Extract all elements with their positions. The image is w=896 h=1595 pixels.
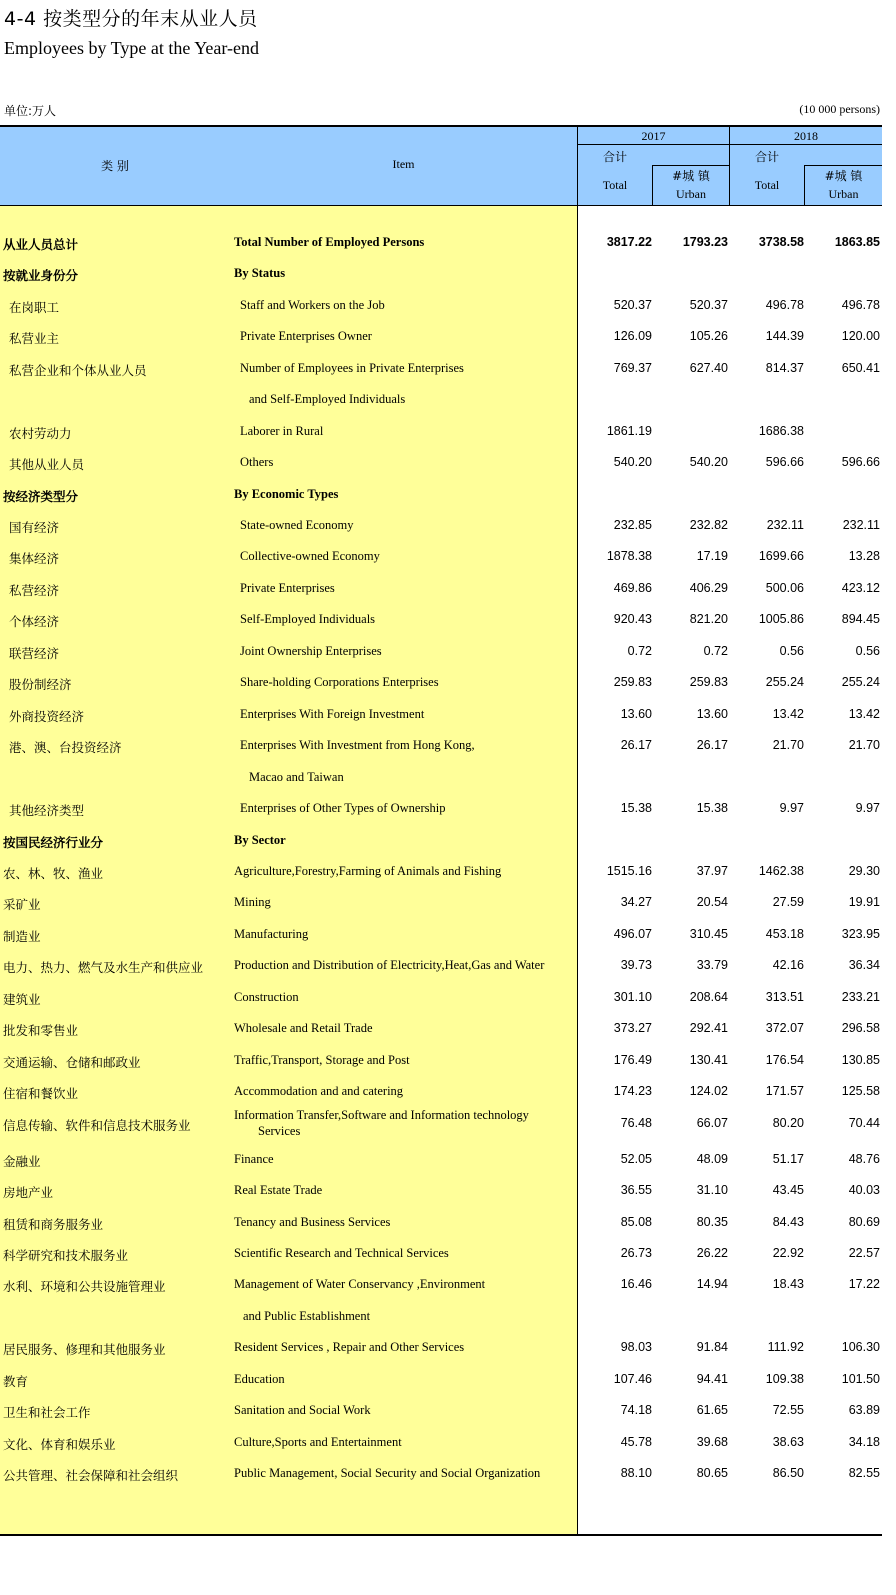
row-value-2018-total: 51.17 (772, 1152, 804, 1166)
table-row-continuation (0, 392, 882, 410)
row-category-cn: 文化、体育和娱乐业 (3, 1437, 116, 1452)
row-item-en: Public Management, Social Security and Social Organization (234, 1466, 541, 1480)
row-item-en: Private Enterprises (240, 581, 335, 595)
header-urban-cn-2018: #城 镇 (824, 169, 863, 183)
header-urban-top-2018 (804, 165, 882, 166)
row-value-2017-urban: 124.02 (689, 1084, 728, 1098)
row-value-2018-urban: 82.55 (848, 1466, 880, 1480)
row-value-2018-urban: 40.03 (848, 1183, 880, 1197)
row-item-en: Laborer in Rural (240, 424, 324, 438)
row-item-en-line2: Services (258, 1124, 301, 1138)
row-value-2018-total: 9.97 (779, 801, 804, 815)
row-item-en: Agriculture,Forestry,Farming of Animals and Fishing (234, 864, 502, 878)
row-value-2018-total: 596.66 (765, 455, 804, 469)
row-value-2017-total: 520.37 (613, 298, 652, 312)
row-value-2017-urban: 80.65 (696, 1466, 728, 1480)
row-category-cn: 其他从业人员 (9, 457, 85, 472)
row-category-cn: 个体经济 (9, 614, 60, 629)
row-value-2017-urban: 61.65 (696, 1403, 728, 1417)
row-item-en: Manufacturing (234, 927, 309, 941)
employees-table (0, 125, 882, 1536)
row-value-2018-total: 72.55 (772, 1403, 804, 1417)
row-value-2018-total: 43.45 (772, 1183, 804, 1197)
row-value-2017-urban: 208.64 (689, 990, 728, 1004)
row-value-2018-total: 80.20 (772, 1116, 804, 1130)
row-value-2017-total: 52.05 (620, 1152, 652, 1166)
row-value-2018-urban: 29.30 (848, 864, 880, 878)
row-value-2018-total: 500.06 (765, 581, 804, 595)
table-row (0, 1246, 882, 1264)
row-value-2017-total: 174.23 (613, 1084, 652, 1098)
row-value-2017-urban: 39.68 (696, 1435, 728, 1449)
table-row (0, 833, 882, 851)
row-category-cn: 外商投资经济 (9, 709, 85, 724)
row-item-en: Enterprises With Foreign Investment (240, 707, 425, 721)
row-item-en: Traffic,Transport, Storage and Post (234, 1053, 410, 1067)
row-item-en: Production and Distribution of Electricity,Heat,Gas and Water (234, 958, 545, 972)
row-value-2017-total: 259.83 (613, 675, 652, 689)
row-item-en: Private Enterprises Owner (240, 329, 372, 343)
row-value-2018-total: 453.18 (765, 927, 804, 941)
table-row (0, 298, 882, 316)
row-value-2018-total: 3738.58 (758, 235, 804, 249)
table-row (0, 738, 882, 756)
row-value-2018-total: 1005.86 (758, 612, 804, 626)
page-title-cn: 4-4 按类型分的年末从业人员 (4, 8, 258, 30)
table-row (0, 612, 882, 630)
row-value-2017-total: 769.37 (613, 361, 652, 375)
row-value-2018-total: 0.56 (779, 644, 804, 658)
row-value-2017-total: 36.55 (620, 1183, 652, 1197)
row-value-2018-total: 255.24 (765, 675, 804, 689)
row-item-en: Mining (234, 895, 271, 909)
row-item-en: Wholesale and Retail Trade (234, 1021, 373, 1035)
page-title-en: Employees by Type at the Year-end (4, 38, 259, 58)
row-item-en: Macao and Taiwan (249, 770, 344, 784)
table-row (0, 707, 882, 725)
table-row-continuation (0, 1309, 882, 1327)
row-value-2017-total: 1878.38 (606, 549, 652, 563)
row-item-en: Collective-owned Economy (240, 549, 380, 563)
header-urban-en-2018: Urban (828, 187, 859, 201)
table-row (0, 1108, 882, 1138)
table-row (0, 424, 882, 442)
row-value-2018-total: 144.39 (765, 329, 804, 343)
row-value-2018-urban: 80.69 (848, 1215, 880, 1229)
table-row (0, 864, 882, 882)
row-value-2017-urban: 15.38 (696, 801, 728, 815)
row-category-cn: 股份制经济 (9, 677, 72, 692)
row-value-2018-urban: 48.76 (848, 1152, 880, 1166)
row-category-cn: 电力、热力、燃气及水生产和供应业 (3, 960, 204, 975)
row-value-2017-total: 920.43 (613, 612, 652, 626)
row-item-en: Self-Employed Individuals (240, 612, 376, 626)
row-category-cn: 农、林、牧、渔业 (3, 866, 104, 881)
row-item-en: and Self-Employed Individuals (249, 392, 406, 406)
header-item: Item (392, 157, 415, 171)
table-row (0, 801, 882, 819)
row-value-2017-urban: 627.40 (689, 361, 728, 375)
row-item-en: Education (234, 1372, 285, 1386)
row-value-2018-total: 171.57 (765, 1084, 804, 1098)
row-item-en: Management of Water Conservancy ,Environment (234, 1277, 486, 1291)
table-row (0, 1340, 882, 1358)
row-category-cn: 住宿和餐饮业 (3, 1086, 79, 1101)
row-value-2017-total: 496.07 (613, 927, 652, 941)
header-urban-en-2017: Urban (676, 187, 706, 201)
table-row (0, 675, 882, 693)
row-item-en: Accommodation and and catering (234, 1084, 404, 1098)
row-value-2018-total: 21.70 (772, 738, 804, 752)
table-top-border (0, 125, 882, 127)
row-category-cn: 信息传输、软件和信息技术服务业 (3, 1118, 191, 1133)
table-row (0, 581, 882, 599)
table-row (0, 1084, 882, 1102)
row-value-2018-total: 42.16 (772, 958, 804, 972)
table-row (0, 1435, 882, 1453)
row-value-2018-urban: 296.58 (841, 1021, 880, 1035)
row-category-cn: 其他经济类型 (9, 803, 85, 818)
row-category-cn: 集体经济 (9, 551, 60, 566)
table-row (0, 895, 882, 913)
row-item-en: Culture,Sports and Entertainment (234, 1435, 402, 1449)
table-row (0, 1152, 882, 1170)
row-item-en: and Public Establishment (243, 1309, 371, 1323)
row-value-2017-urban: 80.35 (696, 1215, 728, 1229)
row-item-en: Information Transfer,Software and Information technology (234, 1108, 529, 1122)
row-category-cn: 私营业主 (9, 331, 60, 346)
header-total-cn-2017: 合计 (602, 150, 627, 164)
row-value-2018-urban: 596.66 (841, 455, 880, 469)
row-value-2018-urban: 496.78 (841, 298, 880, 312)
row-category-cn: 按就业身份分 (3, 268, 79, 283)
row-value-2017-urban: 13.60 (696, 707, 728, 721)
row-value-2018-urban: 13.28 (848, 549, 880, 563)
row-value-2017-total: 373.27 (613, 1021, 652, 1035)
row-value-2017-total: 88.10 (620, 1466, 652, 1480)
row-value-2018-urban: 21.70 (848, 738, 880, 752)
row-value-2017-total: 232.85 (613, 518, 652, 532)
table-row (0, 1053, 882, 1071)
row-value-2018-total: 13.42 (772, 707, 804, 721)
table-row (0, 518, 882, 536)
row-item-en: By Economic Types (234, 487, 339, 501)
row-value-2017-total: 85.08 (620, 1215, 652, 1229)
row-value-2017-urban: 31.10 (696, 1183, 728, 1197)
row-item-en: Enterprises of Other Types of Ownership (240, 801, 446, 815)
row-value-2018-urban: 106.30 (841, 1340, 880, 1354)
row-value-2018-total: 109.38 (765, 1372, 804, 1386)
header-year-2017: 2017 (641, 129, 666, 143)
row-value-2017-urban: 105.26 (689, 329, 728, 343)
table-row (0, 235, 882, 253)
row-value-2018-total: 22.92 (772, 1246, 804, 1260)
row-category-cn: 科学研究和技术服务业 (3, 1248, 129, 1263)
table-row (0, 1277, 882, 1295)
row-item-en: Enterprises With Investment from Hong Kong, (240, 738, 475, 752)
unit-label-en: (10 000 persons) (799, 102, 880, 116)
row-value-2017-total: 126.09 (613, 329, 652, 343)
row-category-cn: 私营企业和个体从业人员 (9, 363, 147, 378)
row-value-2018-total: 84.43 (772, 1215, 804, 1229)
row-category-cn: 建筑业 (3, 992, 41, 1007)
table-row (0, 487, 882, 505)
row-value-2018-total: 18.43 (772, 1277, 804, 1291)
row-value-2018-urban: 125.58 (841, 1084, 880, 1098)
header-total-en-2018: Total (754, 178, 780, 192)
table-row (0, 958, 882, 976)
row-value-2017-urban: 310.45 (689, 927, 728, 941)
row-value-2017-total: 301.10 (613, 990, 652, 1004)
row-value-2018-urban: 9.97 (855, 801, 880, 815)
row-value-2018-urban: 423.12 (841, 581, 880, 595)
row-item-en: Resident Services , Repair and Other Services (234, 1340, 465, 1354)
header-total-cn-2018: 合计 (754, 150, 779, 164)
header-bottom-line (0, 205, 882, 206)
row-value-2018-urban: 13.42 (848, 707, 880, 721)
row-category-cn: 金融业 (3, 1154, 41, 1169)
row-value-2017-urban: 14.94 (696, 1277, 728, 1291)
row-category-cn: 居民服务、修理和其他服务业 (3, 1342, 166, 1357)
row-value-2017-urban: 821.20 (689, 612, 728, 626)
table-row (0, 644, 882, 662)
row-value-2017-total: 1515.16 (606, 864, 652, 878)
row-value-2017-total: 0.72 (627, 644, 652, 658)
row-item-en: Staff and Workers on the Job (240, 298, 385, 312)
row-category-cn: 从业人员总计 (3, 237, 79, 252)
table-row (0, 1466, 882, 1484)
row-category-cn: 私营经济 (9, 583, 60, 598)
header-total-en-2017: Total (602, 178, 628, 192)
row-value-2017-urban: 232.82 (689, 518, 728, 532)
row-category-cn: 港、澳、台投资经济 (9, 740, 122, 755)
row-value-2018-urban: 130.85 (841, 1053, 880, 1067)
row-value-2018-urban: 17.22 (848, 1277, 880, 1291)
row-value-2018-urban: 22.57 (848, 1246, 880, 1260)
row-item-en: Total Number of Employed Persons (234, 235, 425, 249)
row-item-en: Others (240, 455, 274, 469)
row-value-2017-urban: 292.41 (689, 1021, 728, 1035)
row-value-2018-urban: 70.44 (848, 1116, 880, 1130)
row-value-2018-urban: 650.41 (841, 361, 880, 375)
table-row (0, 549, 882, 567)
row-category-cn: 制造业 (3, 929, 41, 944)
row-value-2017-urban: 406.29 (689, 581, 728, 595)
row-value-2017-urban: 33.79 (696, 958, 728, 972)
row-category-cn: 卫生和社会工作 (3, 1405, 91, 1420)
row-item-en: Finance (234, 1152, 274, 1166)
row-value-2017-total: 74.18 (620, 1403, 652, 1417)
table-row (0, 1215, 882, 1233)
row-value-2017-total: 176.49 (613, 1053, 652, 1067)
row-value-2018-urban: 255.24 (841, 675, 880, 689)
row-category-cn: 按经济类型分 (3, 489, 79, 504)
row-value-2017-total: 16.46 (620, 1277, 652, 1291)
row-value-2018-urban: 1863.85 (834, 235, 880, 249)
row-item-en: Tenancy and Business Services (234, 1215, 391, 1229)
table-row (0, 361, 882, 379)
row-value-2018-urban: 19.91 (848, 895, 880, 909)
row-value-2018-total: 372.07 (765, 1021, 804, 1035)
row-value-2017-urban: 91.84 (696, 1340, 728, 1354)
header-urban-top-2017 (652, 165, 729, 166)
row-item-en: Construction (234, 990, 299, 1004)
row-value-2017-urban: 26.17 (696, 738, 728, 752)
row-value-2017-urban: 20.54 (696, 895, 728, 909)
row-value-2018-urban: 63.89 (848, 1403, 880, 1417)
table-bottom-border (0, 1534, 882, 1536)
row-value-2017-urban: 1793.23 (682, 235, 728, 249)
row-value-2017-total: 13.60 (620, 707, 652, 721)
row-value-2018-urban: 120.00 (841, 329, 880, 343)
row-category-cn: 水利、环境和公共设施管理业 (3, 1279, 166, 1294)
row-item-en: By Sector (234, 833, 286, 847)
table-row (0, 455, 882, 473)
row-value-2017-urban: 520.37 (689, 298, 728, 312)
row-value-2017-total: 469.86 (613, 581, 652, 595)
row-value-2017-urban: 26.22 (696, 1246, 728, 1260)
row-value-2018-urban: 36.34 (848, 958, 880, 972)
table-row (0, 266, 882, 284)
row-item-en: Joint Ownership Enterprises (240, 644, 382, 658)
table-row (0, 1183, 882, 1201)
row-value-2017-total: 107.46 (613, 1372, 652, 1386)
row-item-en: Real Estate Trade (234, 1183, 323, 1197)
table-row (0, 1021, 882, 1039)
table-row (0, 1403, 882, 1421)
row-item-en: Scientific Research and Technical Services (234, 1246, 449, 1260)
row-value-2018-total: 111.92 (767, 1340, 804, 1354)
row-value-2017-urban: 540.20 (689, 455, 728, 469)
row-value-2018-total: 86.50 (772, 1466, 804, 1480)
row-value-2017-urban: 130.41 (689, 1053, 728, 1067)
row-item-en: By Status (234, 266, 286, 280)
row-value-2017-total: 1861.19 (606, 424, 652, 438)
row-value-2018-urban: 894.45 (841, 612, 880, 626)
row-value-2018-total: 176.54 (765, 1053, 804, 1067)
table-row (0, 329, 882, 347)
row-value-2017-total: 98.03 (620, 1340, 652, 1354)
row-value-2018-total: 1462.38 (758, 864, 804, 878)
row-value-2017-total: 45.78 (620, 1435, 652, 1449)
row-value-2017-total: 34.27 (620, 895, 652, 909)
row-value-2018-urban: 233.21 (841, 990, 880, 1004)
header-urban-cn-2017: #城 镇 (672, 169, 710, 183)
row-value-2018-total: 814.37 (765, 361, 804, 375)
row-item-en: Share-holding Corporations Enterprises (240, 675, 439, 689)
row-value-2017-total: 26.73 (620, 1246, 652, 1260)
header-category: 类 别 (101, 159, 129, 173)
row-category-cn: 交通运输、仓储和邮政业 (3, 1055, 141, 1070)
row-value-2018-total: 1686.38 (758, 424, 804, 438)
row-value-2018-urban: 323.95 (841, 927, 880, 941)
row-category-cn: 房地产业 (3, 1185, 54, 1200)
row-category-cn: 批发和零售业 (3, 1023, 79, 1038)
row-value-2017-urban: 0.72 (703, 644, 728, 658)
row-value-2018-total: 496.78 (765, 298, 804, 312)
table-row-continuation (0, 770, 882, 788)
row-value-2017-urban: 37.97 (696, 864, 728, 878)
row-value-2018-urban: 34.18 (848, 1435, 880, 1449)
row-value-2017-urban: 259.83 (689, 675, 728, 689)
table-row (0, 927, 882, 945)
row-value-2018-urban: 0.56 (855, 644, 880, 658)
row-value-2018-urban: 232.11 (842, 518, 880, 532)
row-item-en: Number of Employees in Private Enterprises (240, 361, 464, 375)
row-category-cn: 联营经济 (9, 646, 60, 661)
row-item-en: State-owned Economy (240, 518, 354, 532)
header-year-underline (577, 144, 882, 145)
row-value-2017-total: 26.17 (620, 738, 652, 752)
row-value-2017-urban: 17.19 (696, 549, 728, 563)
row-value-2018-total: 27.59 (772, 895, 804, 909)
row-value-2017-urban: 94.41 (696, 1372, 728, 1386)
row-value-2018-total: 232.11 (766, 518, 804, 532)
row-category-cn: 公共管理、社会保障和社会组织 (3, 1468, 179, 1483)
row-value-2018-total: 1699.66 (758, 549, 804, 563)
row-category-cn: 在岗职工 (9, 300, 60, 315)
row-value-2017-urban: 66.07 (696, 1116, 728, 1130)
row-value-2017-urban: 48.09 (696, 1152, 728, 1166)
row-value-2017-total: 15.38 (620, 801, 652, 815)
row-value-2017-total: 39.73 (620, 958, 652, 972)
table-row (0, 990, 882, 1008)
row-value-2017-total: 3817.22 (606, 235, 652, 249)
row-value-2018-total: 38.63 (772, 1435, 804, 1449)
row-item-en: Sanitation and Social Work (234, 1403, 371, 1417)
unit-label-cn: 单位:万人 (4, 104, 57, 118)
row-category-cn: 农村劳动力 (9, 426, 72, 441)
table-row (0, 1372, 882, 1390)
row-category-cn: 采矿业 (3, 897, 41, 912)
header-year-2018: 2018 (794, 129, 818, 143)
row-category-cn: 租赁和商务服务业 (3, 1217, 104, 1232)
row-value-2017-total: 76.48 (620, 1116, 652, 1130)
row-category-cn: 国有经济 (9, 520, 60, 535)
row-value-2018-total: 313.51 (765, 990, 804, 1004)
row-value-2017-total: 540.20 (613, 455, 652, 469)
row-category-cn: 教育 (3, 1374, 29, 1389)
row-value-2018-urban: 101.50 (841, 1372, 880, 1386)
row-category-cn: 按国民经济行业分 (3, 835, 104, 850)
